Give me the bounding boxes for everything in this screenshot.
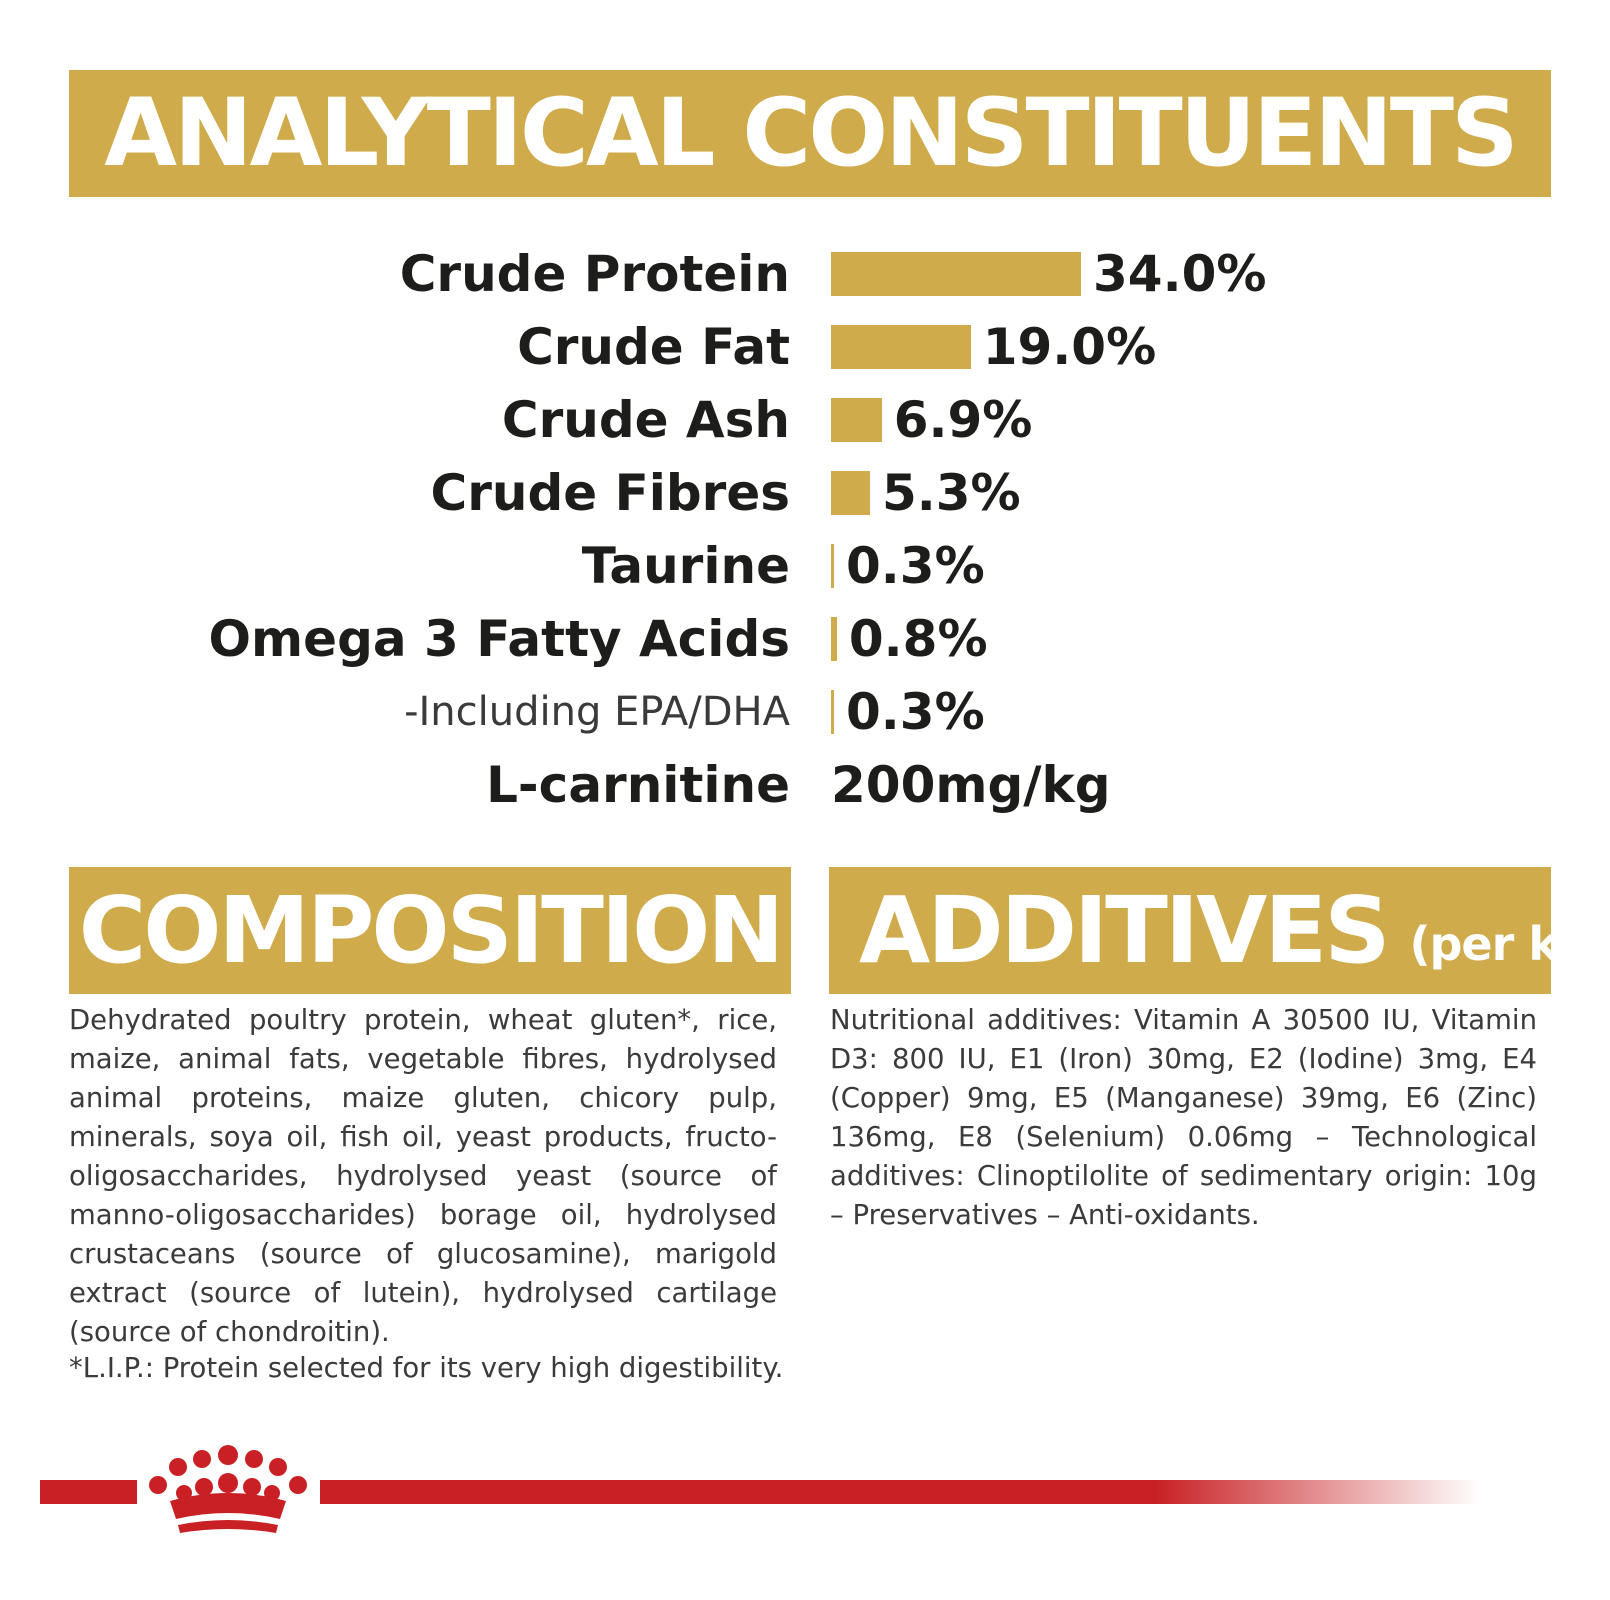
constituent-label: Crude Fat [517, 318, 790, 376]
constituent-bar-wrap [831, 529, 985, 603]
composition-title: COMPOSITION [78, 877, 782, 984]
constituent-value: 34.0% [1093, 245, 1267, 303]
constituent-bar-wrap [831, 310, 1156, 384]
constituent-value: 0.3% [846, 683, 985, 741]
constituent-row [0, 529, 1600, 603]
composition-footnote: *L.I.P.: Protein selected for its very high digestibility. [69, 1352, 784, 1384]
constituent-value: 19.0% [982, 318, 1157, 376]
constituent-bar-wrap [831, 383, 1032, 457]
constituent-value: 6.9% [893, 391, 1033, 449]
constituent-row [0, 675, 1600, 749]
constituent-label: L-carnitine [486, 756, 790, 814]
constituent-bar-wrap [831, 602, 988, 676]
constituent-bar-wrap [831, 237, 1266, 311]
constituent-bar [831, 325, 971, 369]
constituent-bar [831, 471, 870, 515]
constituent-row [0, 748, 1600, 822]
constituent-value: 0.8% [848, 610, 988, 668]
red-divider-right [320, 1480, 1480, 1504]
constituent-label: Crude Fibres [430, 464, 790, 522]
analytical-constituents-title: ANALYTICAL CONSTITUENTS [104, 79, 1516, 188]
composition-text: Dehydrated poultry protein, wheat gluten*, rice, maize, animal fats, vegetable fibres, hydrolysed animal proteins, maize gluten, chicory pulp, minerals, soya oil, fish oil, yeast products, fructo-oligosaccharides, hydrolysed yeast (source of manno-oligosaccharides) borage oil, hydrolysed crustaceans (source of glucosamine), marigold extract (source of lutein), hydrolysed cartilage (source of chondroitin). [69, 1004, 777, 1348]
constituent-label: Taurine [581, 537, 790, 595]
constituent-bar [831, 252, 1081, 296]
constituent-bar [831, 617, 837, 661]
constituent-label: Crude Ash [501, 391, 790, 449]
constituent-value: 200mg/kg [831, 756, 1111, 814]
additives-unit: (per kg) [1409, 916, 1610, 971]
composition-header [69, 867, 791, 994]
constituent-row [0, 383, 1600, 457]
additives-header [829, 867, 1610, 994]
constituent-label: Crude Protein [399, 245, 790, 303]
analytical-constituents-header [69, 70, 1551, 197]
constituent-bar [831, 398, 882, 442]
constituent-row [0, 310, 1600, 384]
constituent-value: 0.3% [846, 537, 985, 595]
constituent-bar-wrap [831, 675, 985, 749]
constituent-row [0, 602, 1600, 676]
additives-title: ADDITIVES [859, 877, 1388, 984]
red-divider-left [40, 1480, 137, 1504]
constituent-bar-wrap [831, 456, 1021, 530]
constituent-bar [831, 690, 834, 734]
constituent-bar-wrap [831, 748, 1111, 822]
constituent-value: 5.3% [881, 464, 1021, 522]
constituent-row [0, 237, 1600, 311]
constituent-row [0, 456, 1600, 530]
constituent-label: Omega 3 Fatty Acids [208, 610, 790, 668]
royal-crown-logo [148, 1445, 308, 1535]
additives-text: Nutritional additives: Vitamin A 30500 IU, Vitamin D3: 800 IU, E1 (Iron) 30mg, E2 (Iodine) 3mg, E4 (Copper) 9mg, E5 (Manganese) 39mg, E6 (Zinc) 136mg, E8 (Selenium) 0.06mg – Technological additives: Clinoptilolite of sedimentary origin: 10g – Preservatives – Anti-oxidants. [830, 1004, 1537, 1231]
constituent-label: -Including EPA/DHA [404, 689, 790, 735]
constituent-bar [831, 544, 834, 588]
